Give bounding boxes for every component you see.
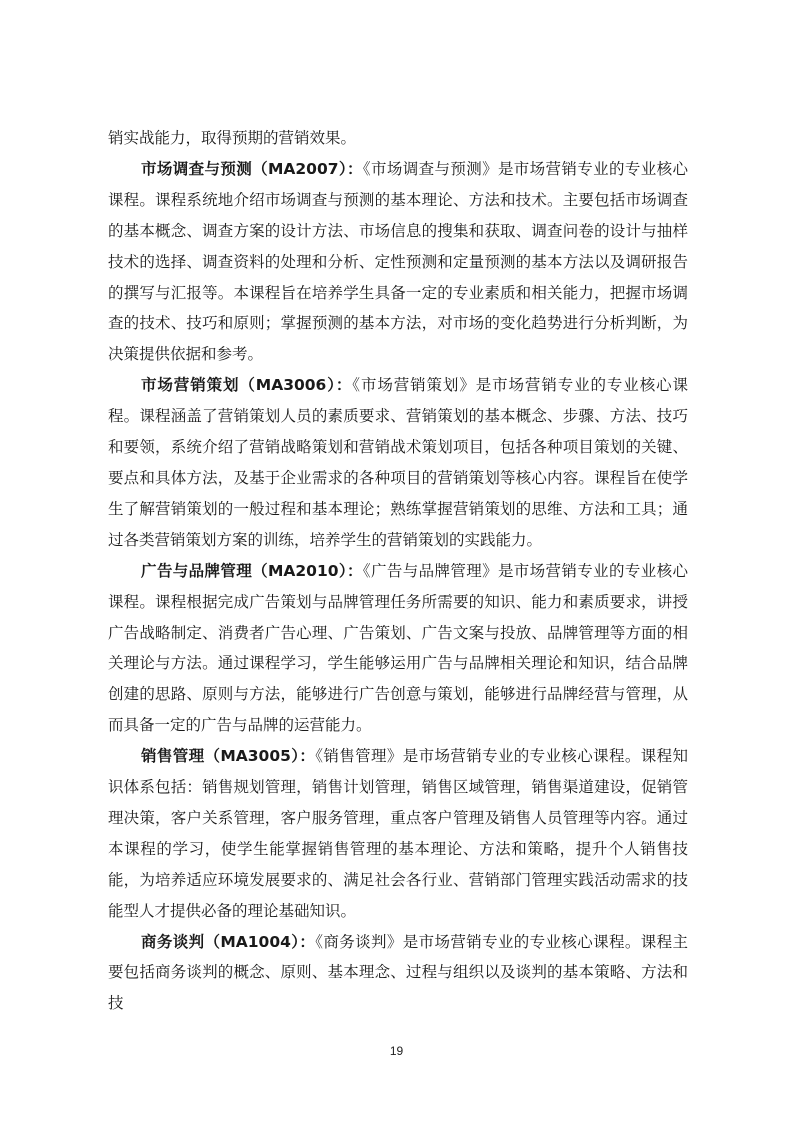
paragraph-sales-management (108, 741, 688, 926)
course-heading: 商务谈判（MA1004）： (141, 932, 316, 951)
paragraph-text: 《市场营销策划》是市场营销专业的专业核心课程。课程涵盖了营销策划人员的素质要求、营销策划的基本概念、步骤、方法、技巧和要领，系统介绍了营销战略策划和营销战术策划项目，包括各种项目策划的关键、要点和具体方法，及基于企业需求的各种项目的营销策划等核心内容。课程旨在使学生了解营销策划的一般过程和基本理论；熟练掌握营销策划的思维、方法和工具；通过各类营销策划方案的训练，培养学生的营销策划的实践能力。 (108, 376, 688, 549)
body-text (108, 123, 688, 1019)
course-heading: 广告与品牌管理（MA2010）： (141, 561, 363, 580)
course-heading: 市场营销策划（MA3006）： (141, 376, 353, 395)
paragraph-text: 《销售管理》是市场营销专业的专业核心课程。课程知识体系包括：销售规划管理，销售计划管理，销售区域管理，销售渠道建设，促销管理决策，客户关系管理，客户服务管理，重点客户管理及销售人员管理等内容。通过本课程的学习，使学生能掌握销售管理的基本理论、方法和策略，提升个人销售技能，为培养适应环境发展要求的、满足社会各行业、营销部门管理实践活动需求的技能型人才提供必备的理论基础知识。 (108, 747, 688, 920)
paragraph-continuation (108, 123, 688, 154)
course-heading: 销售管理（MA3005）： (141, 747, 316, 766)
paragraph-marketing-planning (108, 370, 688, 555)
paragraph-text: 《商务谈判》是市场营销专业的专业核心课程。课程主要包括商务谈判的概念、原则、基本理念、过程与组织以及谈判的基本策略、方法和技 (108, 932, 688, 1013)
page-number: 19 (389, 1044, 404, 1058)
paragraph-text: 《广告与品牌管理》是市场营销专业的专业核心课程。课程根据完成广告策划与品牌管理任务所需要的知识、能力和素质要求，讲授广告战略制定、消费者广告心理、广告策划、广告文案与投放、品牌管理等方面的相关理论与方法。通过课程学习，学生能够运用广告与品牌相关理论和知识，结合品牌创建的思路、原则与方法，能够进行广告创意与策划，能够进行品牌经营与管理，从而具备一定的广告与品牌的运营能力。 (108, 561, 688, 735)
course-heading: 市场调查与预测（MA2007）： (141, 159, 363, 178)
paragraph-text: 销实战能力，取得预期的营销效果。 (108, 129, 357, 147)
paragraph-business-negotiation (108, 927, 688, 1020)
paragraph-market-research (108, 154, 688, 370)
paragraph-text: 《市场调查与预测》是市场营销专业的专业核心课程。课程系统地介绍市场调查与预测的基本理论、方法和技术。主要包括市场调查的基本概念、调查方案的设计方法、市场信息的搜集和获取、调查问卷的设计与抽样技术的选择、调查资料的处理和分析、定性预测和定量预测的基本方法以及调研报告的撰写与汇报等。本课程旨在培养学生具备一定的专业素质和相关能力，把握市场调查的技术、技巧和原则；掌握预测的基本方法，对市场的变化趋势进行分析判断，为决策提供依据和参考。 (108, 159, 688, 364)
paragraph-advertising-brand (108, 556, 688, 741)
